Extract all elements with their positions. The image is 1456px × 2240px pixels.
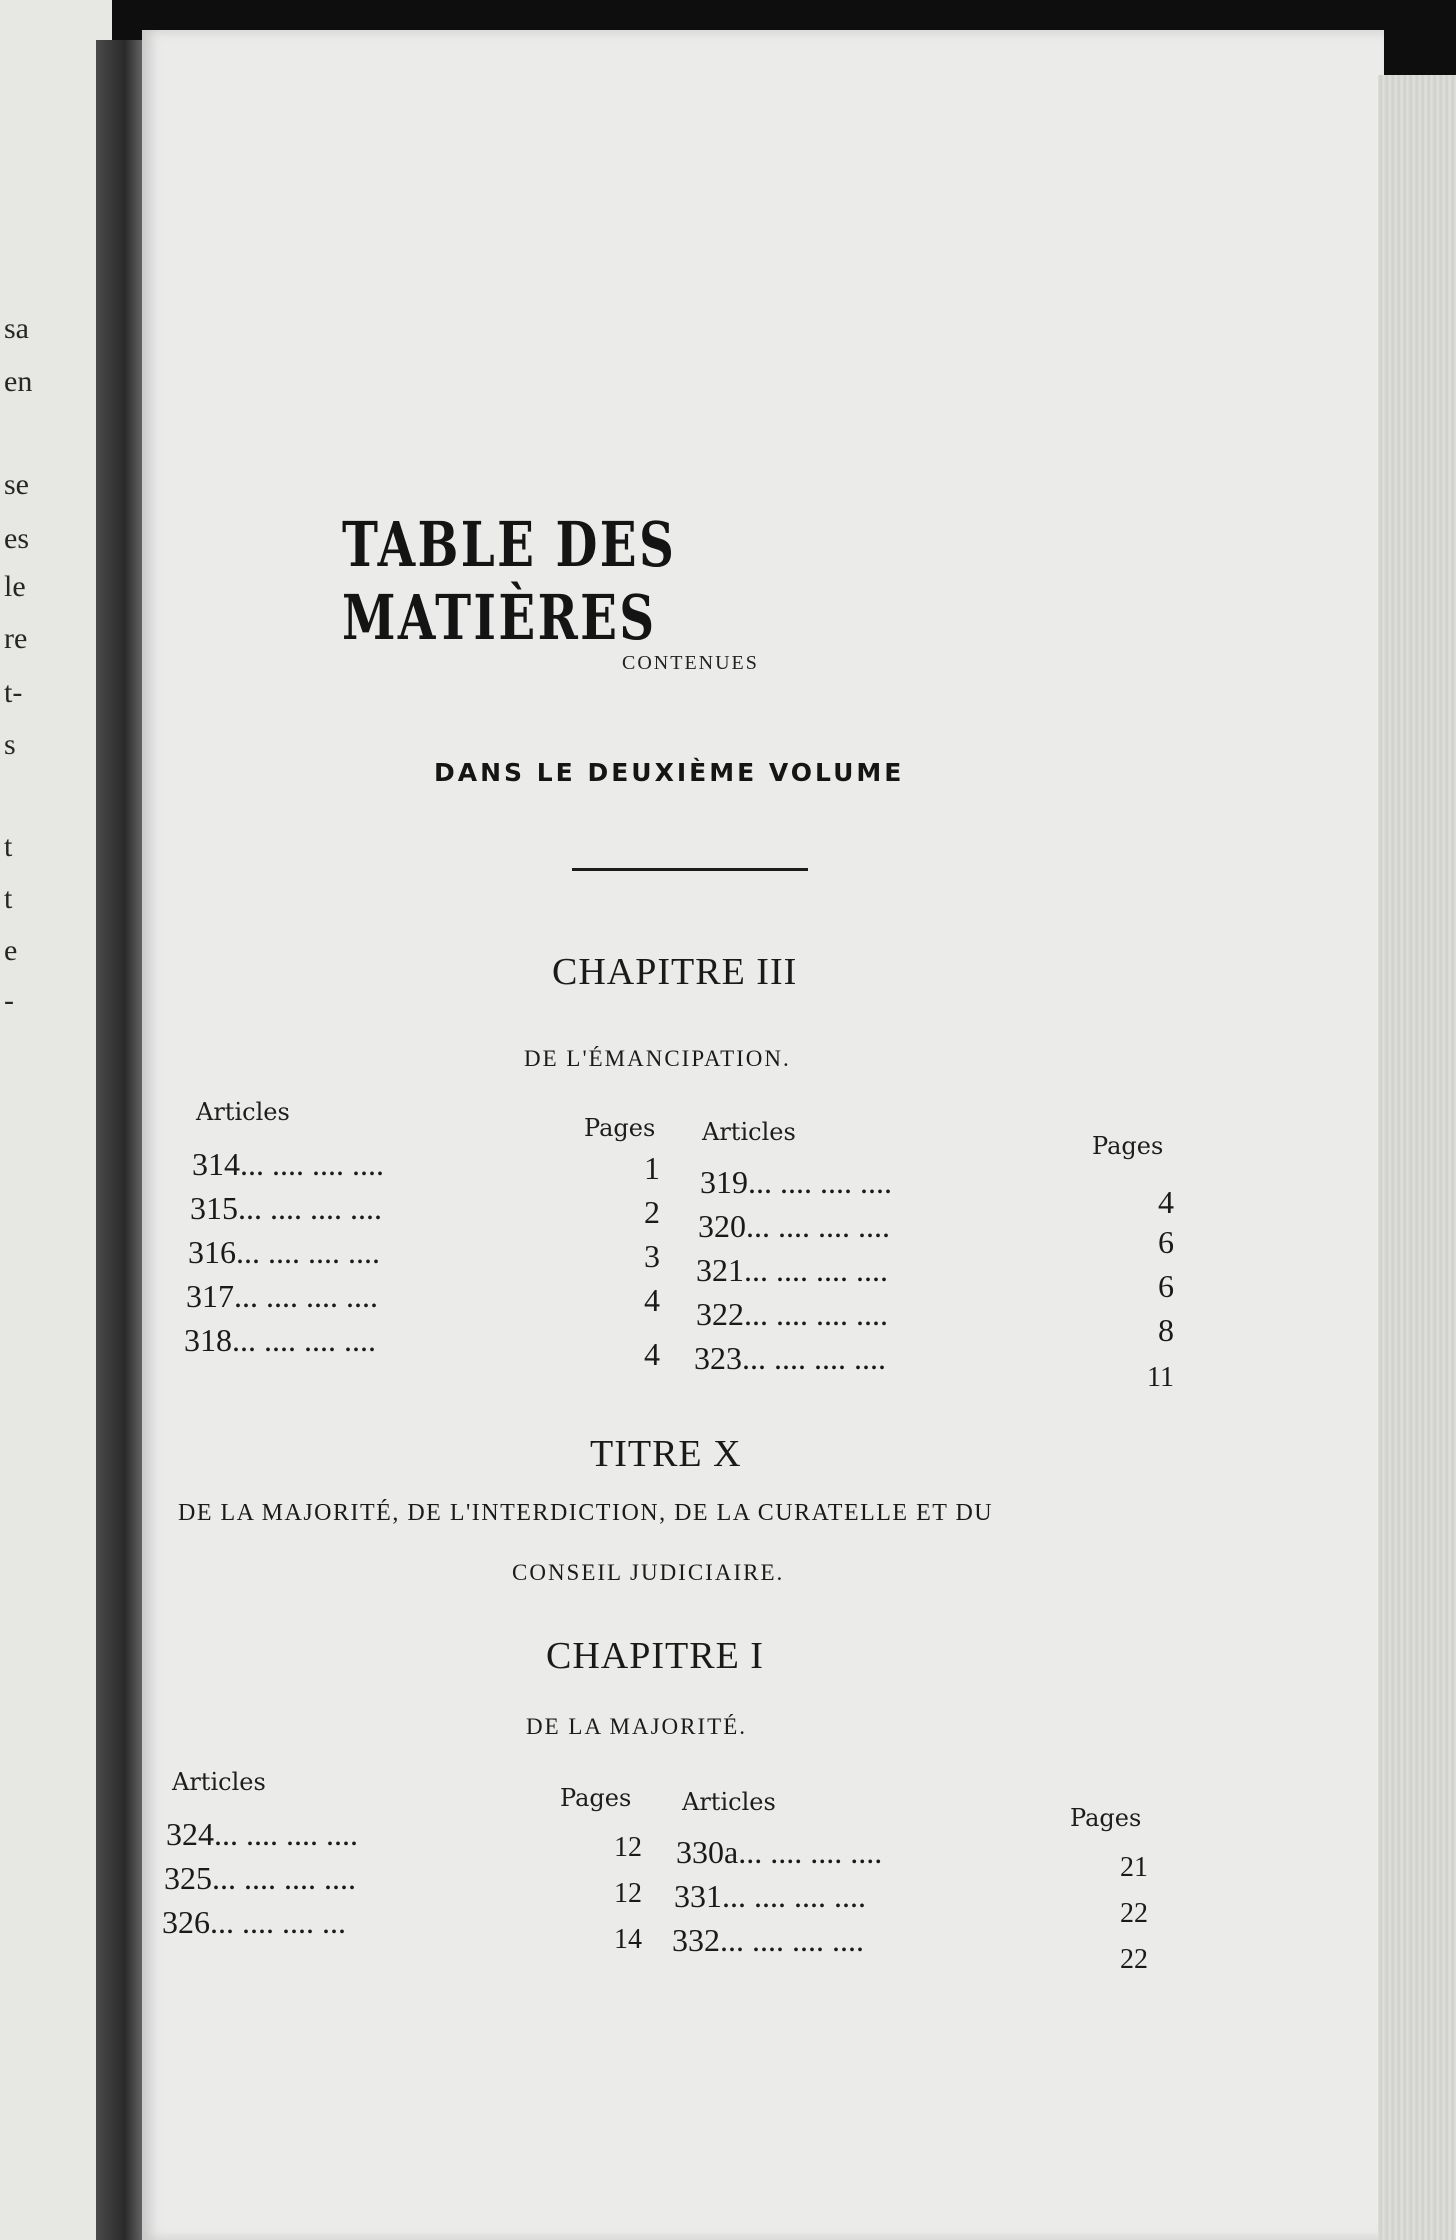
toc-entry-article: 319... .... .... .... [700,1164,892,1200]
toc-entry-page: 6 [1158,1268,1174,1304]
chapter-heading: CHAPITRE III [552,951,798,993]
subtitle-volume: DANS LE DEUXIÈME VOLUME [434,758,905,787]
toc-entry-article: 314... .... .... .... [192,1146,384,1182]
toc-entry-article: 321... .... .... .... [696,1252,888,1288]
toc-entry-page: 22 [1120,1944,1148,1975]
facing-text-fragment: t- [4,676,23,709]
facing-text-fragment: es [4,522,29,555]
facing-text-fragment: t [4,882,13,915]
toc-entry-article: 316... .... .... .... [188,1234,380,1270]
toc-entry-article: 330a... .... .... .... [676,1834,883,1870]
facing-text-fragment: le [4,570,26,603]
toc-entry-page: 4 [1158,1184,1174,1220]
toc-entry-article: 326... .... .... ... [162,1904,346,1940]
toc-entry-page: 12 [614,1832,642,1863]
titre-heading: TITRE X [590,1433,742,1475]
toc-entry-page: 2 [644,1194,660,1230]
toc-entry-article: 332... .... .... .... [672,1922,864,1958]
chapter-heading: CHAPITRE I [546,1635,764,1677]
column-header-articles: Articles [702,1118,796,1146]
toc-entry-article: 322... .... .... .... [696,1296,888,1332]
toc-entry-page: 4 [644,1336,660,1372]
toc-entry-article: 325... .... .... .... [164,1860,356,1896]
subtitle-contenues: CONTENUES [622,652,759,674]
toc-entry-page: 14 [614,1924,642,1955]
titre-description-line2: CONSEIL JUDICIAIRE. [512,1560,785,1585]
toc-entry-page: 3 [644,1238,660,1274]
toc-entry-article: 315... .... .... .... [190,1190,382,1226]
toc-entry-page: 11 [1147,1362,1174,1393]
toc-entry-page: 12 [614,1878,642,1909]
column-header-articles: Articles [196,1098,290,1126]
facing-text-fragment: en [4,365,33,398]
book-gutter [96,40,144,2240]
section-heading: DE LA MAJORITÉ. [526,1714,748,1739]
toc-entry-page: 8 [1158,1312,1174,1348]
toc-entry-article: 317... .... .... .... [186,1278,378,1314]
toc-entry-page: 21 [1120,1852,1148,1883]
toc-entry-article: 320... .... .... .... [698,1208,890,1244]
titre-description-line1: DE LA MAJORITÉ, DE L'INTERDICTION, DE LA CURATELLE ET DU [178,1500,994,1526]
page-block-edge [1378,75,1456,2240]
column-header-pages: Pages [1092,1132,1164,1160]
section-heading: DE L'ÉMANCIPATION. [524,1046,791,1071]
toc-entry-article: 323... .... .... .... [694,1340,886,1376]
facing-text-fragment: sa [4,312,29,345]
facing-text-fragment: e [4,934,18,967]
toc-entry-page: 6 [1158,1224,1174,1260]
toc-entry-article: 324... .... .... .... [166,1816,358,1852]
facing-text-fragment: re [4,622,28,655]
divider-rule [572,868,808,871]
toc-entry-page: 4 [644,1282,660,1318]
toc-entry-article: 331... .... .... .... [674,1878,866,1914]
column-header-pages: Pages [584,1114,656,1142]
column-header-articles: Articles [682,1788,776,1816]
facing-text-fragment: s [4,728,16,761]
toc-entry-page: 22 [1120,1898,1148,1929]
column-header-articles: Articles [172,1768,266,1796]
facing-text-fragment: se [4,468,29,501]
page-title: TABLE DES MATIÈRES [342,508,677,654]
column-header-pages: Pages [1070,1804,1142,1832]
column-header-pages: Pages [560,1784,632,1812]
toc-entry-article: 318... .... .... .... [184,1322,376,1358]
toc-entry-page: 1 [644,1150,660,1186]
facing-text-fragment: t [4,830,13,863]
facing-text-fragment: - [4,984,14,1017]
